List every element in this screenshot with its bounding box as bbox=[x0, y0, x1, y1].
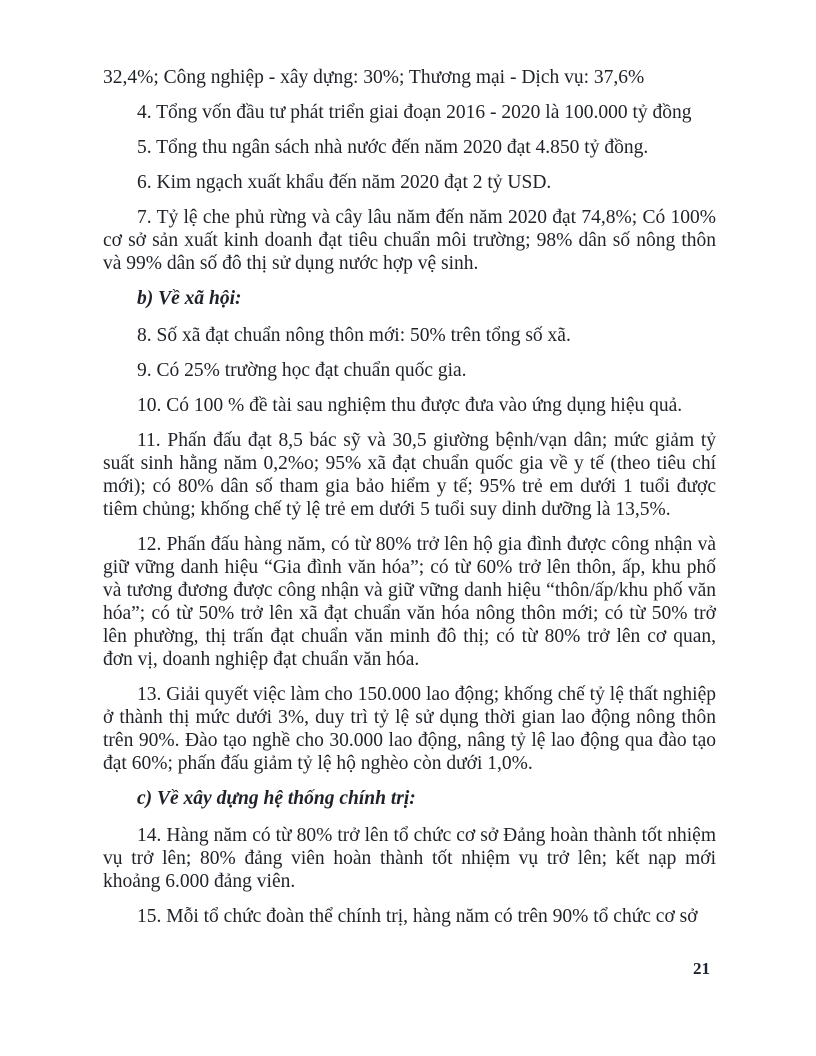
paragraph: 13. Giải quyết việc làm cho 150.000 lao động; khống chế tỷ lệ thất nghiệp ở thành thị mức dưới 3%, duy trì tỷ lệ sử dụng thời gian lao động nông thôn trên 90%. Đào tạo nghề cho 30.000 lao động, nâng tỷ lệ lao động qua đào tạo đạt 60%; phấn đấu giảm tỷ lệ hộ nghèo còn dưới 1,0%. bbox=[103, 684, 716, 774]
paragraph: 4. Tổng vốn đầu tư phát triển giai đoạn 2016 - 2020 là 100.000 tỷ đồng bbox=[137, 102, 692, 123]
section-heading-b: b) Về xã hội: bbox=[137, 288, 242, 309]
section-heading-c: c) Về xây dựng hệ thống chính trị: bbox=[137, 788, 416, 809]
text-block bbox=[103, 66, 716, 940]
paragraph: 10. Có 100 % đề tài sau nghiệm thu được đưa vào ứng dụng hiệu quả. bbox=[137, 395, 683, 416]
page-number: 21 bbox=[693, 959, 710, 978]
paragraph: 11. Phấn đấu đạt 8,5 bác sỹ và 30,5 giường bệnh/vạn dân; mức giảm tỷ suất sinh hằng năm 0,2%o; 95% xã đạt chuẩn quốc gia về y tế (theo tiêu chí mới); có 80% dân số tham gia bảo hiểm y tế; 95% trẻ em dưới 1 tuổi được tiêm chủng; khống chế tỷ lệ trẻ em dưới 5 tuổi suy dinh dưỡng là 13,5%. bbox=[103, 430, 716, 520]
paragraph: 5. Tổng thu ngân sách nhà nước đến năm 2020 đạt 4.850 tỷ đồng. bbox=[137, 137, 649, 158]
paragraph: 7. Tỷ lệ che phủ rừng và cây lâu năm đến năm 2020 đạt 74,8%; Có 100% cơ sở sản xuất kinh doanh đạt tiêu chuẩn môi trường; 98% dân số nông thôn và 99% dân số đô thị sử dụng nước hợp vệ sinh. bbox=[103, 207, 716, 274]
paragraph: 6. Kim ngạch xuất khẩu đến năm 2020 đạt 2 tỷ USD. bbox=[137, 172, 552, 193]
paragraph: 14. Hàng năm có từ 80% trở lên tổ chức cơ sở Đảng hoàn thành tốt nhiệm vụ trở lên; 80% đảng viên hoàn thành tốt nhiệm vụ trở lên; kết nạp mới khoảng 6.000 đảng viên. bbox=[103, 825, 716, 892]
paragraph: 8. Số xã đạt chuẩn nông thôn mới: 50% trên tổng số xã. bbox=[137, 325, 571, 346]
paragraph: 9. Có 25% trường học đạt chuẩn quốc gia. bbox=[137, 360, 467, 381]
paragraph: 12. Phấn đấu hàng năm, có từ 80% trở lên hộ gia đình được công nhận và giữ vững danh hiệu “Gia đình văn hóa”; có từ 60% trở lên thôn, ấp, khu phố và tương đương được công nhận và giữ vững danh hiệu “thôn/ấp/khu phố văn hóa”; có từ 50% trở lên xã đạt chuẩn văn hóa nông thôn mới; có từ 50% trở lên phường, thị trấn đạt chuẩn văn minh đô thị; có từ 80% trở lên cơ quan, đơn vị, doanh nghiệp đạt chuẩn văn hóa. bbox=[103, 534, 716, 670]
paragraph: 32,4%; Công nghiệp - xây dựng: 30%; Thương mại - Dịch vụ: 37,6% bbox=[103, 67, 645, 88]
paragraph: 15. Mỗi tổ chức đoàn thể chính trị, hàng năm có trên 90% tổ chức cơ sở bbox=[137, 906, 698, 927]
